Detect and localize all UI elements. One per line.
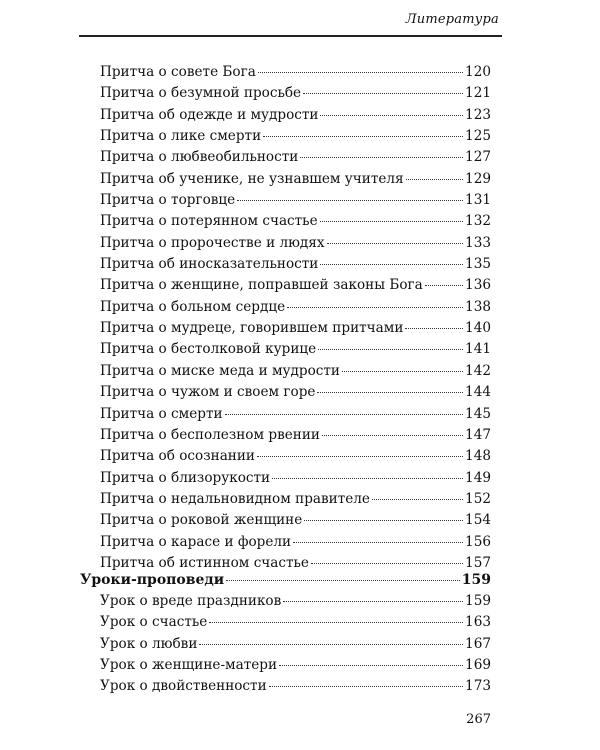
section-heading [80, 570, 491, 591]
dot-leader [304, 520, 463, 521]
toc-entry-page: 156 [465, 533, 491, 550]
dot-leader [311, 563, 463, 564]
toc-entry-page: 142 [465, 362, 491, 379]
toc-row[interactable] [100, 169, 491, 190]
toc-entry-title: Притча о больном сердце [100, 298, 286, 315]
toc-row[interactable] [100, 532, 491, 553]
toc-entry-title: Притча о чужом и своем горе [100, 384, 316, 401]
toc-row[interactable] [100, 676, 491, 697]
dot-leader [272, 478, 463, 479]
dot-leader [425, 285, 463, 286]
toc-entry-title: Притча об одежде и мудрости [100, 106, 319, 123]
toc-entry-page: 129 [465, 170, 491, 187]
dot-leader [320, 264, 463, 265]
toc-entry-title: Притча о торговце [100, 192, 236, 209]
toc-entry-page: 149 [465, 469, 491, 486]
toc-entry-title: Притча об ученике, не узнавшем учителя [100, 170, 404, 187]
toc-row[interactable] [100, 147, 491, 168]
toc-row[interactable] [100, 612, 491, 633]
toc-row[interactable] [100, 361, 491, 382]
toc-entry-title: Притча о недальновидном правителе [100, 490, 370, 507]
toc-row[interactable] [100, 634, 491, 655]
toc-row[interactable] [100, 275, 491, 296]
dot-leader [317, 392, 463, 393]
toc-entry-page: 136 [465, 277, 491, 294]
toc-entry-title: Урок о любви [100, 635, 198, 652]
toc-entry-title: Притча об осознании [100, 448, 255, 465]
lessons-list [100, 591, 491, 698]
toc-entry-page: 159 [465, 593, 491, 609]
dot-leader [327, 243, 464, 244]
dot-leader [405, 328, 463, 329]
dot-leader [320, 115, 463, 116]
toc-row[interactable] [100, 105, 491, 126]
header-rule [79, 35, 502, 37]
toc-row[interactable] [100, 382, 491, 403]
toc-entry-title: Притча о лике смерти [100, 128, 262, 145]
toc-entry-title: Урок о женщине-матери [100, 657, 278, 674]
toc-entry-title: Притча о совете Бога [100, 64, 256, 80]
toc-row[interactable] [100, 254, 491, 275]
toc-row[interactable] [100, 591, 491, 612]
toc-row[interactable] [100, 318, 491, 339]
toc-entry-title: Притча о пророчестве и людях [100, 234, 325, 251]
toc-row[interactable] [100, 489, 491, 510]
dot-leader [263, 136, 463, 137]
toc-entry-page: 152 [465, 490, 491, 507]
toc-entry-title: Урок о вреде праздников [100, 593, 282, 609]
toc-entry-title: Притча о карасе и форели [100, 533, 292, 550]
dot-leader [237, 200, 463, 201]
toc-row[interactable] [100, 211, 491, 232]
toc-row[interactable] [100, 62, 491, 83]
toc-entry-page: 127 [465, 149, 491, 166]
toc-row[interactable] [100, 190, 491, 211]
toc-row[interactable] [100, 446, 491, 467]
parables-list [100, 62, 491, 574]
dot-leader [303, 93, 463, 94]
toc-entry-page: 141 [465, 341, 491, 358]
toc-entry-title: Притча о роковой женщине [100, 512, 303, 529]
toc-entry-page: 123 [465, 106, 491, 123]
dot-leader [226, 580, 460, 581]
toc-entry-title: Уроки-проповеди [80, 572, 225, 588]
toc-row[interactable] [100, 233, 491, 254]
toc-row[interactable] [100, 510, 491, 531]
toc-entry-title: Притча о любвеобильности [100, 149, 299, 166]
toc-entry-page: 147 [465, 426, 491, 443]
toc-entry-title: Притча о смерти [100, 405, 223, 422]
toc-entry-page: 145 [465, 405, 491, 422]
dot-leader [257, 456, 463, 457]
toc-entry-page: 131 [465, 192, 491, 209]
dot-leader [300, 157, 463, 158]
dot-leader [225, 414, 463, 415]
dot-leader [320, 221, 463, 222]
toc-row[interactable] [100, 655, 491, 676]
toc-entry-title: Притча о женщине, поправшей законы Бога [100, 277, 423, 294]
dot-leader [322, 435, 463, 436]
toc-row[interactable] [100, 425, 491, 446]
toc-entry-page: 167 [465, 635, 491, 652]
toc-entry-page: 163 [465, 614, 491, 631]
dot-leader [318, 349, 463, 350]
dot-leader [293, 542, 463, 543]
toc-entry-page: 144 [465, 384, 491, 401]
toc-entry-page: 148 [465, 448, 491, 465]
toc-entry-title: Притча о миске меда и мудрости [100, 362, 340, 379]
toc-entry-page: 138 [465, 298, 491, 315]
dot-leader [283, 601, 463, 602]
toc-row[interactable] [100, 83, 491, 104]
toc-entry-page: 169 [465, 657, 491, 674]
dot-leader [287, 307, 463, 308]
toc-entry-page: 157 [465, 554, 491, 571]
toc-entry-page: 125 [465, 128, 491, 145]
toc-entry-title: Притча о бестолковой курице [100, 341, 317, 358]
dot-leader [199, 644, 463, 645]
toc-entry-title: Урок о счастье [100, 614, 208, 631]
running-header: Литература [405, 12, 499, 27]
toc-entry-page: 121 [465, 85, 491, 102]
toc-row[interactable] [100, 297, 491, 318]
toc-row-section[interactable] [80, 570, 491, 591]
toc-row[interactable] [100, 339, 491, 360]
toc-entry-title: Притча о потерянном счастье [100, 213, 318, 230]
toc-entry-page: 173 [465, 678, 491, 695]
toc-entry-page: 133 [465, 234, 491, 251]
toc-entry-title: Притча об иносказательности [100, 256, 319, 273]
toc-entry-page: 132 [465, 213, 491, 230]
dot-leader [406, 179, 463, 180]
toc-entry-page: 120 [465, 64, 491, 80]
dot-leader [372, 499, 463, 500]
dot-leader [258, 72, 463, 73]
toc-entry-title: Притча о мудреце, говорившем притчами [100, 320, 404, 337]
dot-leader [279, 665, 463, 666]
page-number: 267 [466, 712, 491, 727]
dot-leader [269, 686, 463, 687]
toc-entry-title: Притча о безумной просьбе [100, 85, 302, 102]
toc-entry-page: 140 [465, 320, 491, 337]
toc-entry-page: 154 [465, 512, 491, 529]
dot-leader [342, 371, 463, 372]
toc-row[interactable] [100, 468, 491, 489]
toc-entry-title: Притча об истинном счастье [100, 554, 309, 571]
toc-row[interactable] [100, 404, 491, 425]
toc-entry-title: Урок о двойственности [100, 678, 267, 695]
toc-entry-page: 135 [465, 256, 491, 273]
toc-entry-title: Притча о бесполезном рвении [100, 426, 320, 443]
dot-leader [209, 622, 463, 623]
toc-entry-title: Притча о близорукости [100, 469, 271, 486]
toc-row[interactable] [100, 126, 491, 147]
toc-entry-page: 159 [461, 572, 491, 588]
